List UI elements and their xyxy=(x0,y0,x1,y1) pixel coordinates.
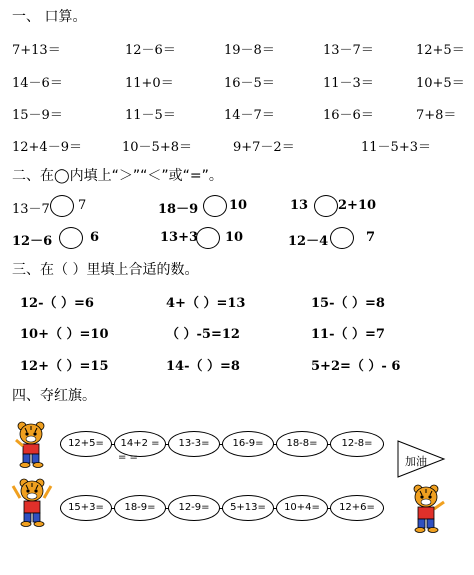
extra-equals: = = xyxy=(118,452,138,463)
flag-label: 加油 xyxy=(405,455,427,468)
race-oval[interactable]: 12-9= xyxy=(168,495,220,521)
compare-left: 13+3 xyxy=(160,230,199,245)
section1-title: 一、 口算。 xyxy=(12,9,87,25)
problem: 7+13＝ xyxy=(12,43,61,58)
problem: 16－6＝ xyxy=(323,108,374,123)
compare-circle[interactable] xyxy=(196,227,220,249)
problem: 10－5+8＝ xyxy=(122,140,192,155)
race-oval[interactable]: 18-8= xyxy=(276,431,328,457)
race-oval[interactable]: 16-9= xyxy=(222,431,274,457)
compare-right: 10 xyxy=(229,198,248,213)
compare-circle[interactable] xyxy=(59,227,83,249)
compare-right: 10 xyxy=(225,230,244,245)
fill-problem: 4+（ ）=13 xyxy=(166,296,246,311)
problem: 11－5+3＝ xyxy=(361,140,431,155)
race-oval[interactable]: 10+4= xyxy=(276,495,328,521)
race-oval[interactable]: 13-3= xyxy=(168,431,220,457)
problem: 11－3＝ xyxy=(323,76,374,91)
race-oval[interactable]: 5+13= xyxy=(222,495,274,521)
problem: 15－9＝ xyxy=(12,108,63,123)
race-oval[interactable]: 18-9= xyxy=(114,495,166,521)
problem: 11－5＝ xyxy=(125,108,176,123)
problem: 12+4－9＝ xyxy=(12,140,82,155)
fill-problem: 10+（ ）=10 xyxy=(20,327,109,342)
compare-left: 12－4 xyxy=(288,234,329,249)
compare-circle[interactable] xyxy=(314,195,338,217)
tiger-icon xyxy=(404,482,448,534)
problem: 12+5＝ xyxy=(416,43,465,58)
compare-left: 12－6 xyxy=(12,234,53,249)
problem: 11+0＝ xyxy=(125,76,174,91)
fill-problem: 12+（ ）=15 xyxy=(20,359,109,374)
compare-left: 13－7 xyxy=(12,202,50,217)
problem: 12－6＝ xyxy=(125,43,176,58)
problem: 16－5＝ xyxy=(224,76,275,91)
compare-right: 7 xyxy=(366,230,376,245)
section3-title: 三、在（ ）里填上合适的数。 xyxy=(12,262,199,278)
section2-title: 二、在◯内填上“＞”“＜”或“=”。 xyxy=(12,168,223,184)
compare-circle[interactable] xyxy=(203,195,227,217)
problem: 14－6＝ xyxy=(12,76,63,91)
fill-problem: 15-（ ）=8 xyxy=(311,296,385,311)
problem: 14－7＝ xyxy=(224,108,275,123)
compare-left: 13 xyxy=(290,198,309,213)
problem: 9+7－2＝ xyxy=(233,140,295,155)
fill-problem: 11-（ ）=7 xyxy=(311,327,385,342)
fill-problem: 5+2=（ ）- 6 xyxy=(311,359,401,374)
section4-title: 四、夺红旗。 xyxy=(12,388,96,404)
problem: 19－8＝ xyxy=(224,43,275,58)
compare-right: 2+10 xyxy=(338,198,377,213)
problem: 13－7＝ xyxy=(323,43,374,58)
problem: 7+8＝ xyxy=(416,108,457,123)
fill-problem: 14-（ ）=8 xyxy=(166,359,240,374)
compare-circle[interactable] xyxy=(330,227,354,249)
tiger-icon xyxy=(10,476,54,528)
race-oval[interactable]: 12+6= xyxy=(330,495,384,521)
race-oval[interactable]: 14+2 = xyxy=(114,431,166,457)
tiger-icon xyxy=(10,418,52,468)
problem: 10+5＝ xyxy=(416,76,465,91)
compare-circle[interactable] xyxy=(50,195,74,217)
fill-problem: 12-（ ）=6 xyxy=(20,296,94,311)
race-oval[interactable]: 12+5= xyxy=(60,431,112,457)
race-oval[interactable]: 12-8= xyxy=(330,431,384,457)
fill-problem: （ ）-5=12 xyxy=(166,327,240,342)
compare-right: 7 xyxy=(78,198,87,213)
race-oval[interactable]: 15+3= xyxy=(60,495,112,521)
compare-left: 18－9 xyxy=(158,202,199,217)
compare-right: 6 xyxy=(90,230,100,245)
